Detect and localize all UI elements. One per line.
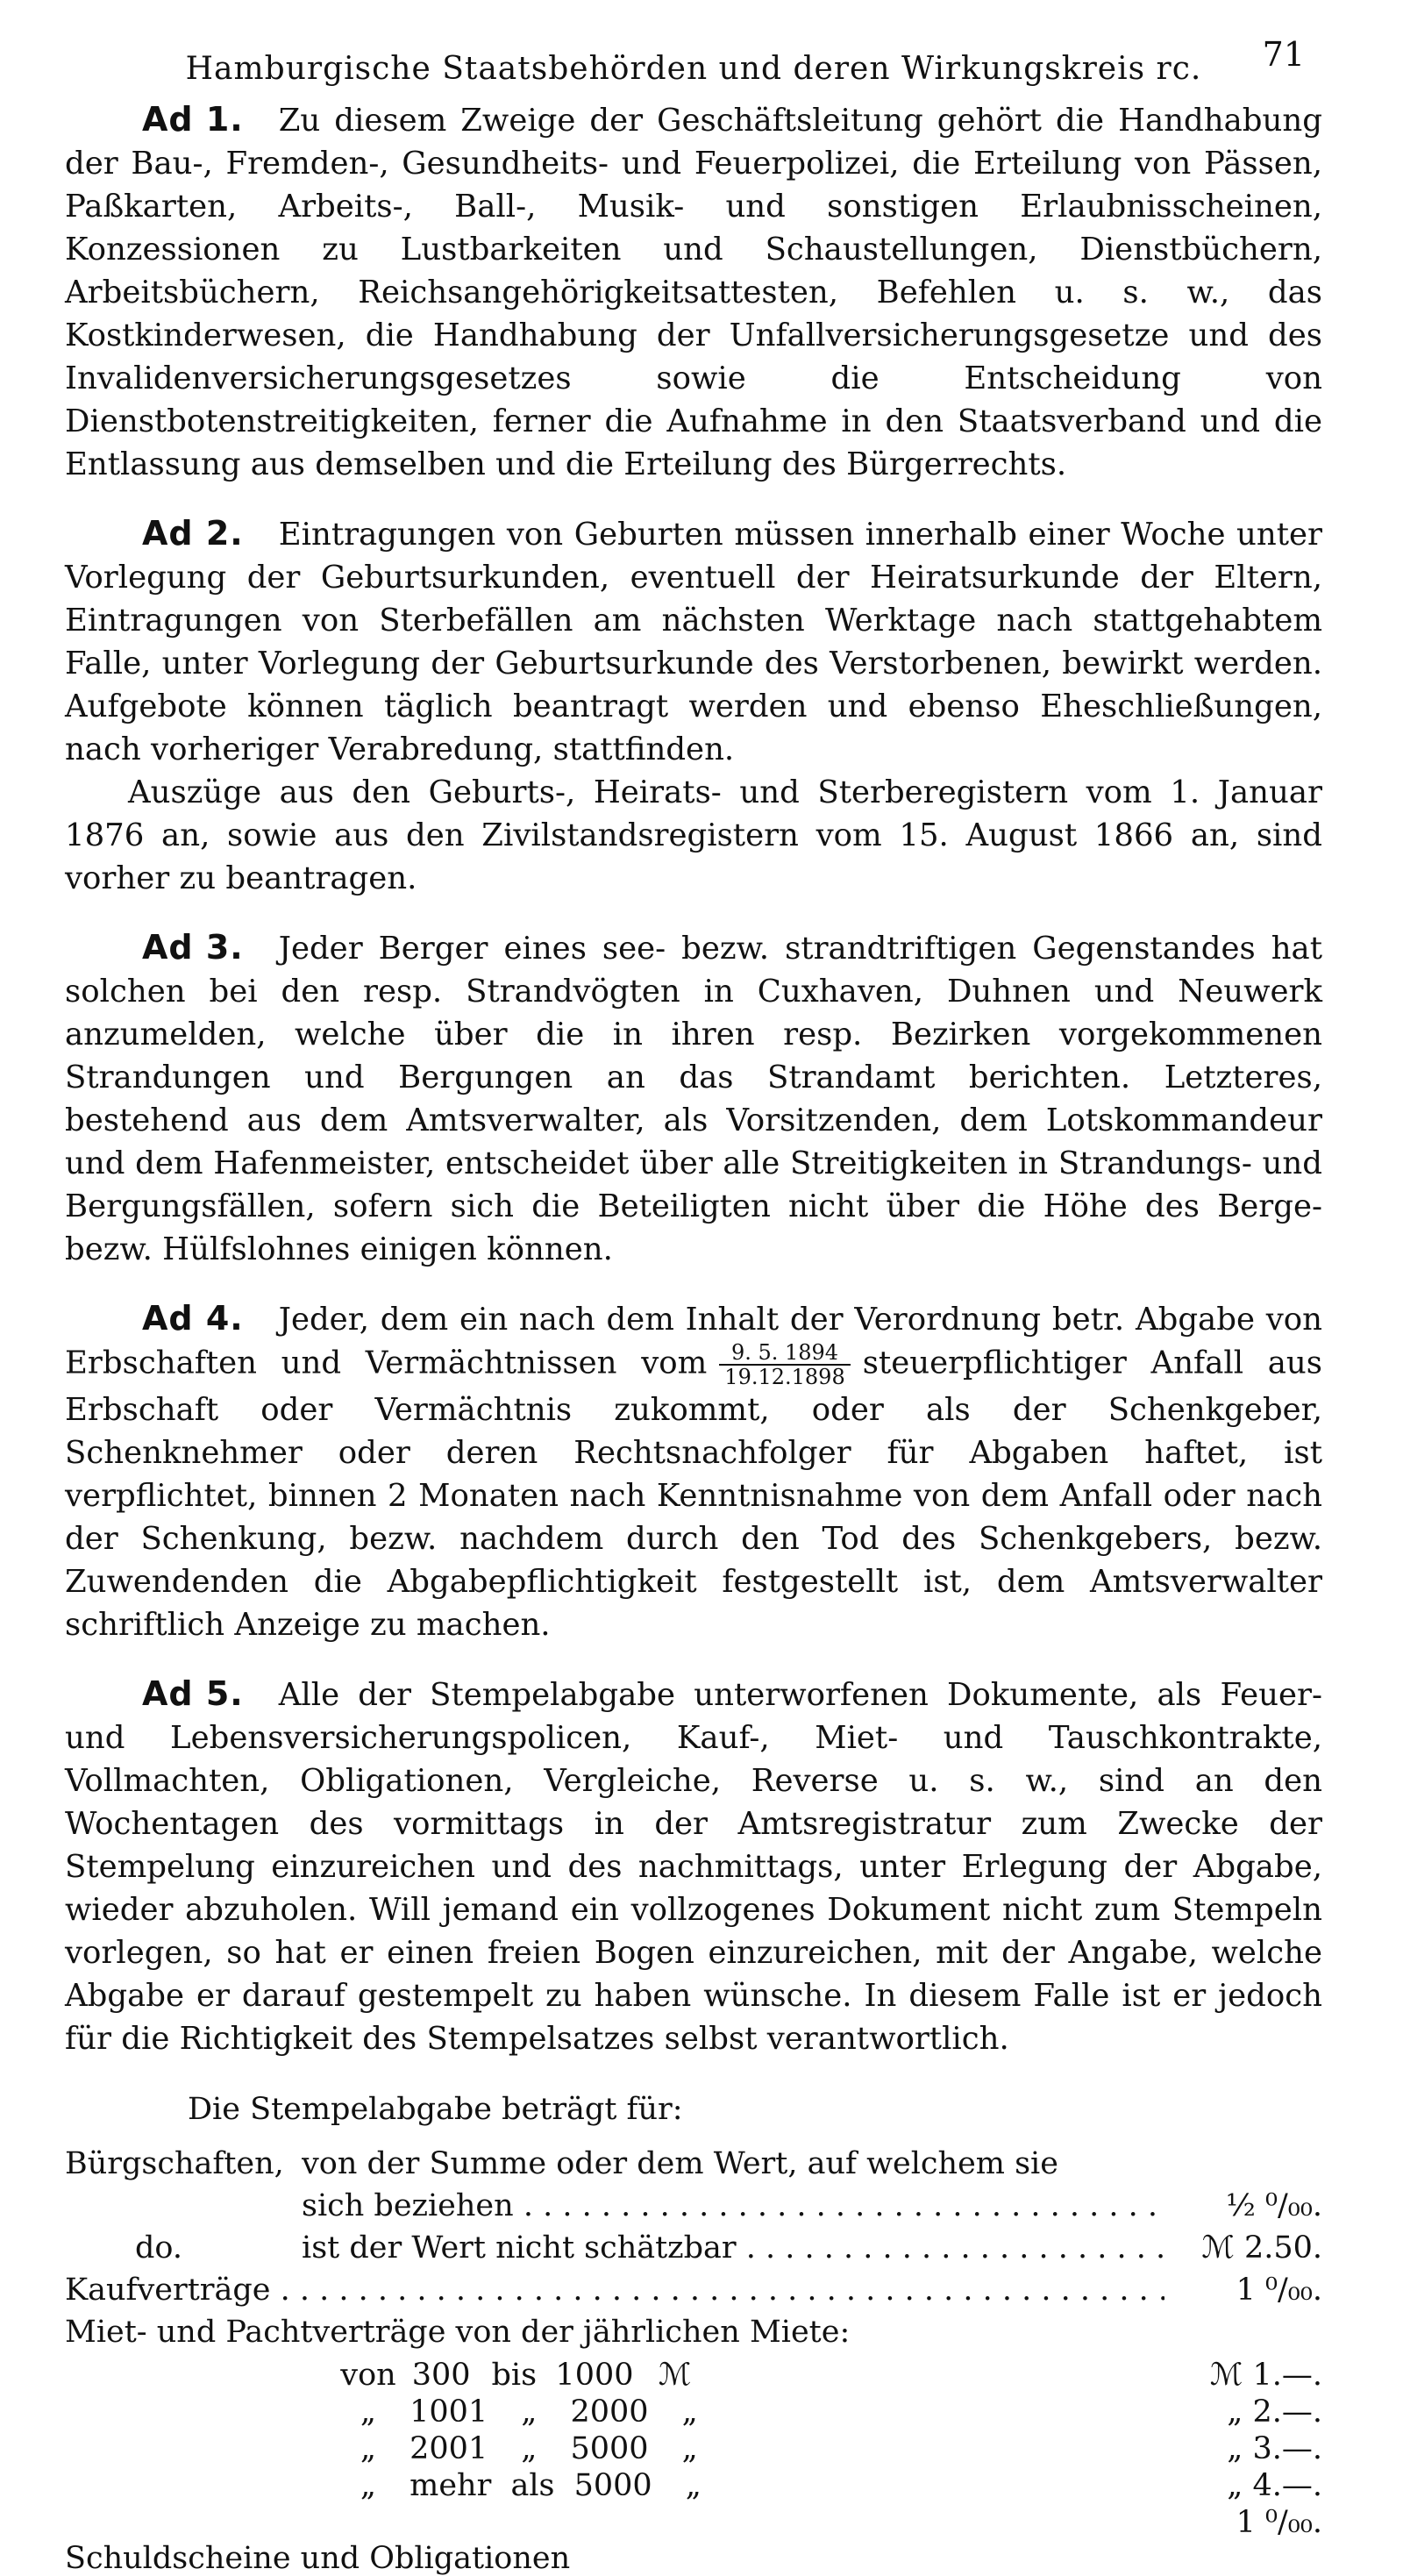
tariff-description: ist der Wert nicht schätzbar . . . <box>302 2230 1164 2266</box>
section-text: Jeder, dem ein nach dem Inhalt der Verordnung betr. Abgabe von Erbschaften und Vermächtnissen vom <box>65 1302 1322 1381</box>
range-to: 2000 <box>570 2394 649 2430</box>
fraction-denominator: 19.12.1898 <box>724 1365 845 1389</box>
tariff-row-buergschaften-cont <box>65 2188 1322 2223</box>
section-text: Alle der Stempelabgabe unterworfenen Dokumente, als Feuer- und Lebensversicherungspolicen, Kauf-, Miet- und Tauschkontrakte, Vollmachten, Obligationen, Vergleiche, Reverse u. s. w., sind an den Wochentagen des vormittags in der Amtsregistratur zum Zwecke der Stempelung einzureichen und des nachmittags, unter Erlegung der Abgabe, wieder abzuholen. Will jemand ein vollzogenes Dokument nicht zum Stempeln vorlegen, so hat er einen freien Bogen einzureichen, mit der Angabe, welche Abgabe er darauf gestempelt zu haben wünsche. In diesem Falle ist er jedoch für die Richtigkeit des Stempelsatzes selbst verantwortlich. <box>65 1677 1322 2057</box>
section-ad-1 <box>65 98 1322 486</box>
range-word: „ <box>521 2394 538 2430</box>
running-head <box>65 35 1322 88</box>
section-label: Ad 2. <box>142 514 244 553</box>
section-text: Eintragungen von Geburten müssen innerhalb einer Woche unter Vorlegung der Geburtsurkunden, eventuell der Heiratsurkunde der Eltern, Eintragungen von Sterbefällen am nächsten Werktage nach stattgehabtem Falle, unter Vorlegung der Geburtsurkunde des Verstorbenen, bewirkt werden. Aufgebote können täglich beantragt werden und ebenso Eheschließungen, nach vorheriger Verabredung, stattfinden. <box>65 517 1322 767</box>
tariff-rate: „ 2.—. <box>1227 2394 1322 2430</box>
range-from: 300 <box>411 2358 471 2393</box>
tariff-rate: ½ ⁰/₀₀. <box>1225 2188 1322 2223</box>
section-paragraph <box>65 512 1322 771</box>
tariff-label: Bürgschaften, <box>65 2146 284 2181</box>
range-unit: „ <box>681 2394 698 2430</box>
section-ad-3 <box>65 926 1322 1271</box>
date-fraction <box>719 1341 850 1388</box>
range-word: „ <box>521 2431 538 2466</box>
range-from: 1001 <box>410 2394 488 2430</box>
range-word: „ <box>360 2394 377 2430</box>
section-paragraph <box>65 98 1322 486</box>
range-to: 5000 <box>570 2431 649 2466</box>
section-paragraph <box>65 1673 1322 2060</box>
tariff-rate: „ 3.—. <box>1227 2431 1322 2466</box>
section-label: Ad 3. <box>142 928 244 967</box>
range-unit: ℳ <box>658 2358 692 2393</box>
section-text: Zu diesem Zweige der Geschäftsleitung gehört die Handhabung der Bau-, Fremden-, Gesundheits- und Feuerpolizei, die Erteilung von Pässen, Paßkarten, Arbeits-, Ball-, Musik- und sonstigen Erlaubnisscheinen, Konzessionen zu Lustbarkeiten und Schaustellungen, Dienstbüchern, Arbeitsbüchern, Reichsangehörigkeitsattesten, Befehlen u. s. w., das Kostkinderwesen, die Handhabung der Unfallversicherungsgesetze und des Invalidenversicherungsgesetzes sowie die Entscheidung von Dienstbotenstreitigkeiten, ferner die Aufnahme in den Staatsverband und die Entlassung aus demselben und die Erteilung des Bürgerrechts. <box>65 103 1322 482</box>
section-paragraph <box>65 926 1322 1271</box>
tariff-row-kaufvertraege <box>65 2273 1322 2308</box>
tariff-miet-extra-row <box>65 2504 1322 2541</box>
section-ad-4 <box>65 1297 1322 1646</box>
range-from: mehr <box>410 2468 492 2503</box>
section-ad-5 <box>65 1673 1322 2060</box>
tariff-row-do <box>65 2230 1322 2266</box>
tariff-rate: ℳ 2.50. <box>1201 2230 1322 2266</box>
stamp-tariff <box>65 2087 1322 2576</box>
tariff-rate: 1 ⁰/₀₀. <box>1236 2273 1322 2308</box>
tariff-rate: ℳ 1.—. <box>1209 2358 1322 2393</box>
tariff-miet-row <box>65 2467 1322 2504</box>
range-unit: „ <box>685 2468 702 2503</box>
section-label: Ad 1. <box>142 100 244 139</box>
fraction-numerator: 9. 5. 1894 <box>719 1341 850 1366</box>
range-word: „ <box>360 2431 377 2466</box>
range-to: 1000 <box>555 2358 634 2393</box>
section-paragraph: Auszüge aus den Geburts-, Heirats- und Sterberegistern vom 1. Januar 1876 an, sowie aus den Zivilstandsregistern vom 15. August 1866 an, sind vorher zu beantragen. <box>65 774 1322 896</box>
tariff-intro: Die Stempelabgabe beträgt für: <box>188 2092 683 2127</box>
section-label: Ad 5. <box>142 1674 244 1713</box>
range-word: „ <box>360 2468 377 2503</box>
range-from: 2001 <box>410 2431 488 2466</box>
section-label: Ad 4. <box>142 1299 244 1338</box>
tariff-label: do. <box>135 2230 182 2266</box>
tariff-label: Kaufverträge . . . <box>65 2273 1164 2308</box>
tariff-miet-heading: Miet- und Pachtverträge von der jährlichen Miete: <box>65 2315 851 2350</box>
tariff-rate: „ 4.—. <box>1227 2468 1322 2503</box>
tariff-miet-row <box>65 2394 1322 2430</box>
tariff-rate: 1 ⁰/₀₀. <box>1236 2505 1322 2540</box>
range-word: bis <box>491 2358 538 2393</box>
section-ad-2 <box>65 512 1322 900</box>
tariff-miet-row <box>65 2357 1322 2394</box>
tariff-miet-row <box>65 2430 1322 2467</box>
tariff-row-buergschaften <box>65 2146 1322 2181</box>
tariff-description: sich beziehen . . . <box>302 2188 1164 2223</box>
tariff-description: von der Summe oder dem Wert, auf welchem sie <box>302 2146 1058 2181</box>
section-text-continued: steuerpflichtiger Anfall aus Erbschaft oder Vermächtnis zukommt, oder als der Schenkgeber, Schenknehmer oder deren Rechtsnachfolger für Abgaben haftet, ist verpflichtet, binnen 2 Monaten nach Kenntnisnahme von dem Anfall oder nach der Schenkung, bezw. nachdem durch den Tod des Schenkgebers, bezw. Zuwendenden die Abgabepflichtigkeit festgestellt ist, dem Amtsverwalter schriftlich Anzeige zu machen. <box>65 1345 1322 1643</box>
section-paragraph <box>65 1297 1322 1646</box>
range-word: von <box>340 2358 396 2393</box>
range-unit: „ <box>681 2431 698 2466</box>
range-to: 5000 <box>573 2468 652 2503</box>
tariff-row-schuldscheine: Schuldscheine und Obligationen <box>65 2541 571 2576</box>
running-title: Hamburgische Staatsbehörden und deren Wirkungskreis rc. <box>185 51 1202 87</box>
page-number: 71 <box>1262 35 1305 74</box>
range-word: als <box>510 2468 555 2503</box>
section-text: Jeder Berger eines see- bezw. strandtriftigen Gegenstandes hat solchen bei den resp. Strandvögten in Cuxhaven, Duhnen und Neuwerk anzumelden, welche über die in ihren resp. Bezirken vorgekommenen Strandungen und Bergungen an das Strandamt berichten. Letzteres, bestehend aus dem Amtsverwalter, als Vorsitzenden, dem Lotskommandeur und dem Hafenmeister, entscheidet über alle Streitigkeiten in Strandungs- und Bergungsfällen, sofern sich die Beteiligten nicht über die Höhe des Berge- bezw. Hülfslohnes einigen können. <box>65 931 1322 1267</box>
